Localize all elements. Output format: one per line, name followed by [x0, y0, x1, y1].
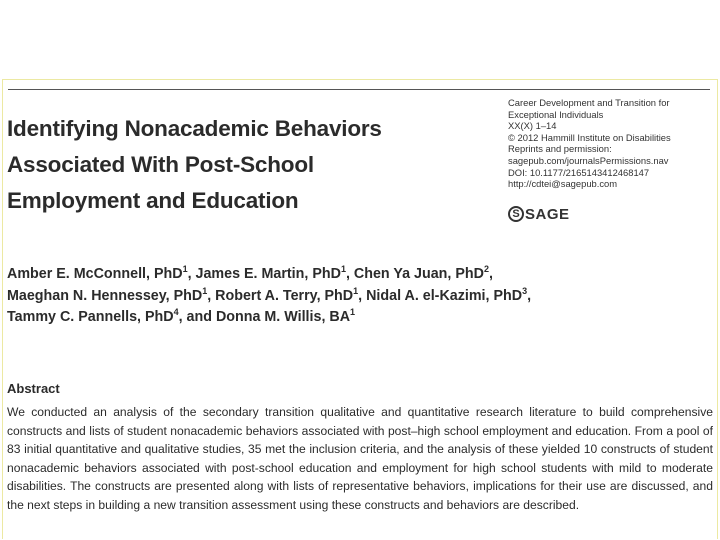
copyright: © 2012 Hammill Institute on Disabilities: [508, 131, 671, 143]
author-line: [7, 264, 712, 286]
author-name: Maeghan N. Hennessey, PhD: [7, 287, 203, 304]
journal-volume: XX(X) 1–14: [508, 120, 557, 132]
author-name: James E. Martin, PhD: [195, 266, 341, 282]
journal-name-cont: Exceptional Individuals: [508, 108, 604, 120]
author-separator: ,: [345, 266, 354, 282]
author-name: Chen Ya Juan, PhD: [353, 266, 484, 282]
author-affiliation-number: 1: [182, 264, 188, 275]
title-line: Identifying Nonacademic Behaviors: [7, 116, 382, 141]
author-line: [7, 307, 712, 329]
author-separator: ,: [358, 287, 367, 304]
author-affiliation-number: 1: [350, 307, 356, 318]
author-affiliation-number: 2: [483, 264, 489, 275]
sage-logo: [508, 205, 570, 223]
journal-url[interactable]: http://cdtei@sagepub.com: [508, 178, 618, 190]
author-affiliation-number: 1: [340, 264, 346, 275]
author-affiliation-number: 1: [353, 285, 359, 296]
author-affiliation-number: 3: [522, 285, 528, 296]
abstract-heading: Abstract: [7, 381, 60, 396]
author-list: [7, 264, 712, 329]
author-name: Donna M. Willis, BA: [215, 309, 351, 325]
abstract-text: We conducted an analysis of the secondary transition qualitative and quantitative research literature to build comprehensive constructs and lists of student nonacademic behaviors associated with post–high school employment and education. From a pool of 83 initial quantitative and qualitative studies, 35 met the inclusion criteria, and the analysis of these yielded 10 constructs of student nonacademic behaviors associated with post-school education and employment for high school students with mild to moderate disabilities. The constructs are presented along with lists of representative behaviors, implications for their use are discussed, and the next steps in building a new transition assessment using these constructs and behaviors are described.: [7, 405, 713, 512]
sage-logo-icon: S: [508, 206, 524, 222]
author-name: Amber E. McConnell, PhD: [7, 266, 183, 282]
author-name: Tammy C. Pannells, PhD: [7, 309, 174, 325]
article-title: [7, 111, 487, 219]
doi[interactable]: DOI: 10.1177/2165143412468147: [508, 166, 650, 178]
permissions-link[interactable]: sagepub.com/journalsPermissions.nav: [508, 154, 669, 166]
journal-name: Career Development and Transition for: [508, 97, 670, 108]
author-separator: ,: [207, 287, 216, 304]
author-line: [7, 286, 712, 308]
author-separator: ,: [527, 287, 532, 304]
author-affiliation-number: 4: [173, 307, 179, 318]
reprints-label: Reprints and permission:: [508, 143, 612, 155]
author-name: Robert A. Terry, PhD: [215, 287, 354, 304]
author-name: Nidal A. el-Kazimi, PhD: [366, 287, 523, 304]
header-rule: [8, 89, 710, 90]
author-separator: , and: [178, 309, 216, 325]
author-separator: ,: [187, 266, 196, 282]
sage-logo-text: SAGE: [525, 205, 570, 223]
title-line: Associated With Post-School: [7, 152, 314, 177]
author-affiliation-number: 1: [202, 285, 208, 296]
author-separator: ,: [488, 266, 493, 282]
journal-info: [508, 97, 713, 190]
title-line: Employment and Education: [7, 188, 299, 213]
